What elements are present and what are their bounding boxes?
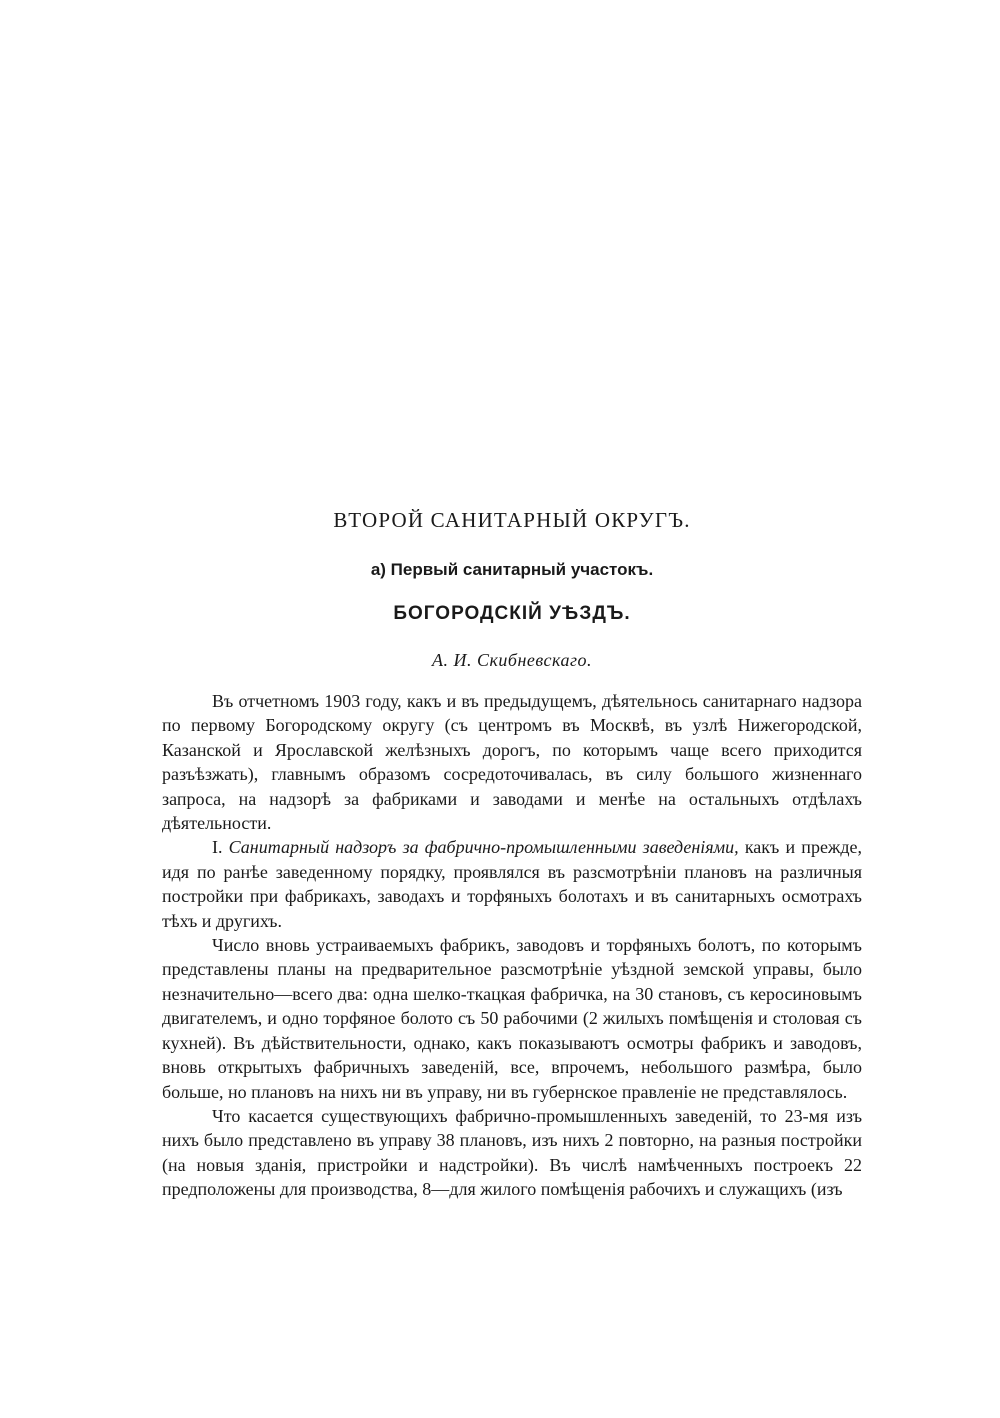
district-heading: БОГОРОДСКІЙ УѢЗДЪ. <box>393 603 631 624</box>
body-text <box>162 689 862 1202</box>
paragraph-3-text: Число вновь устраиваемыхъ фабрикъ, заводовъ и торфяныхъ болотъ, по которымъ представлены планы на предварительное разсмотрѣніе уѣздной земской управы, было незначительно—всего два: одна шелко-ткацкая фабричка, на 30 становъ, съ керосиновымъ двигателемъ, и одно торфяное болото съ 50 рабочими (2 жилыхъ помѣщенія и столовая съ кухней). Въ дѣйствительности, однако, какъ показываютъ осмотры фабрикъ и заводовъ, вновь открытыхъ фабричныхъ заведеній, все, впрочемъ, небольшого размѣра, было больше, но плановъ на нихъ ни въ управу, ни въ губернское правленіе не представлялось. <box>162 935 862 1102</box>
subsection-heading: а) Первый санитарный участокъ. <box>370 560 654 579</box>
paragraph-1-text: Въ отчетномъ 1903 году, какъ и въ предыдущемъ, дѣятельнось санитарнаго надзора по первому Богородскому округу (съ центромъ въ Москвѣ, въ узлѣ Нижегородской, Казанской и Ярославской желѣзныхъ дорогъ, по которымъ чаще всего приходится разъѣзжать), главнымъ образомъ сосредоточивалась, въ силу большого жизненнаго запроса, на надзорѣ за фабриками и заводами и менѣе на остальныхъ отдѣлахъ дѣятельности. <box>162 691 862 834</box>
section-title-emphasis: Санитарный надзоръ за фабрично-промышленными заведеніями, <box>228 837 739 858</box>
paragraph-4-text: Что касается существующихъ фабрично-промышленныхъ заведеній, то 23-мя изъ нихъ было представлено въ управу 38 плановъ, изъ нихъ 2 повторно, на разныя постройки (на новыя зданія, пристройки и надстройки). Въ числѣ намѣченныхъ построекъ 22 предположены для производства, 8—для жилого помѣщенія рабочихъ и служащихъ (изъ <box>162 1105 862 1200</box>
section-heading: ВТОРОЙ САНИТАРНЫЙ ОКРУГЪ. <box>333 508 691 532</box>
paragraph-2-text: какъ и прежде, идя по ранѣе заведенному порядку, проявлялся въ разсмотрѣніи плановъ на различныя постройки при фабрикахъ, заводахъ и торфяныхъ болотахъ и въ санитарныхъ осмотрахъ тѣхъ и другихъ. <box>162 837 863 931</box>
paragraph-1 <box>162 689 862 835</box>
section-number: I. <box>212 837 223 858</box>
author-line: А. И. Скибневскаго. <box>432 650 592 670</box>
paragraph-3 <box>162 933 862 1104</box>
paragraph-2 <box>162 835 862 933</box>
paragraph-4 <box>162 1104 862 1202</box>
